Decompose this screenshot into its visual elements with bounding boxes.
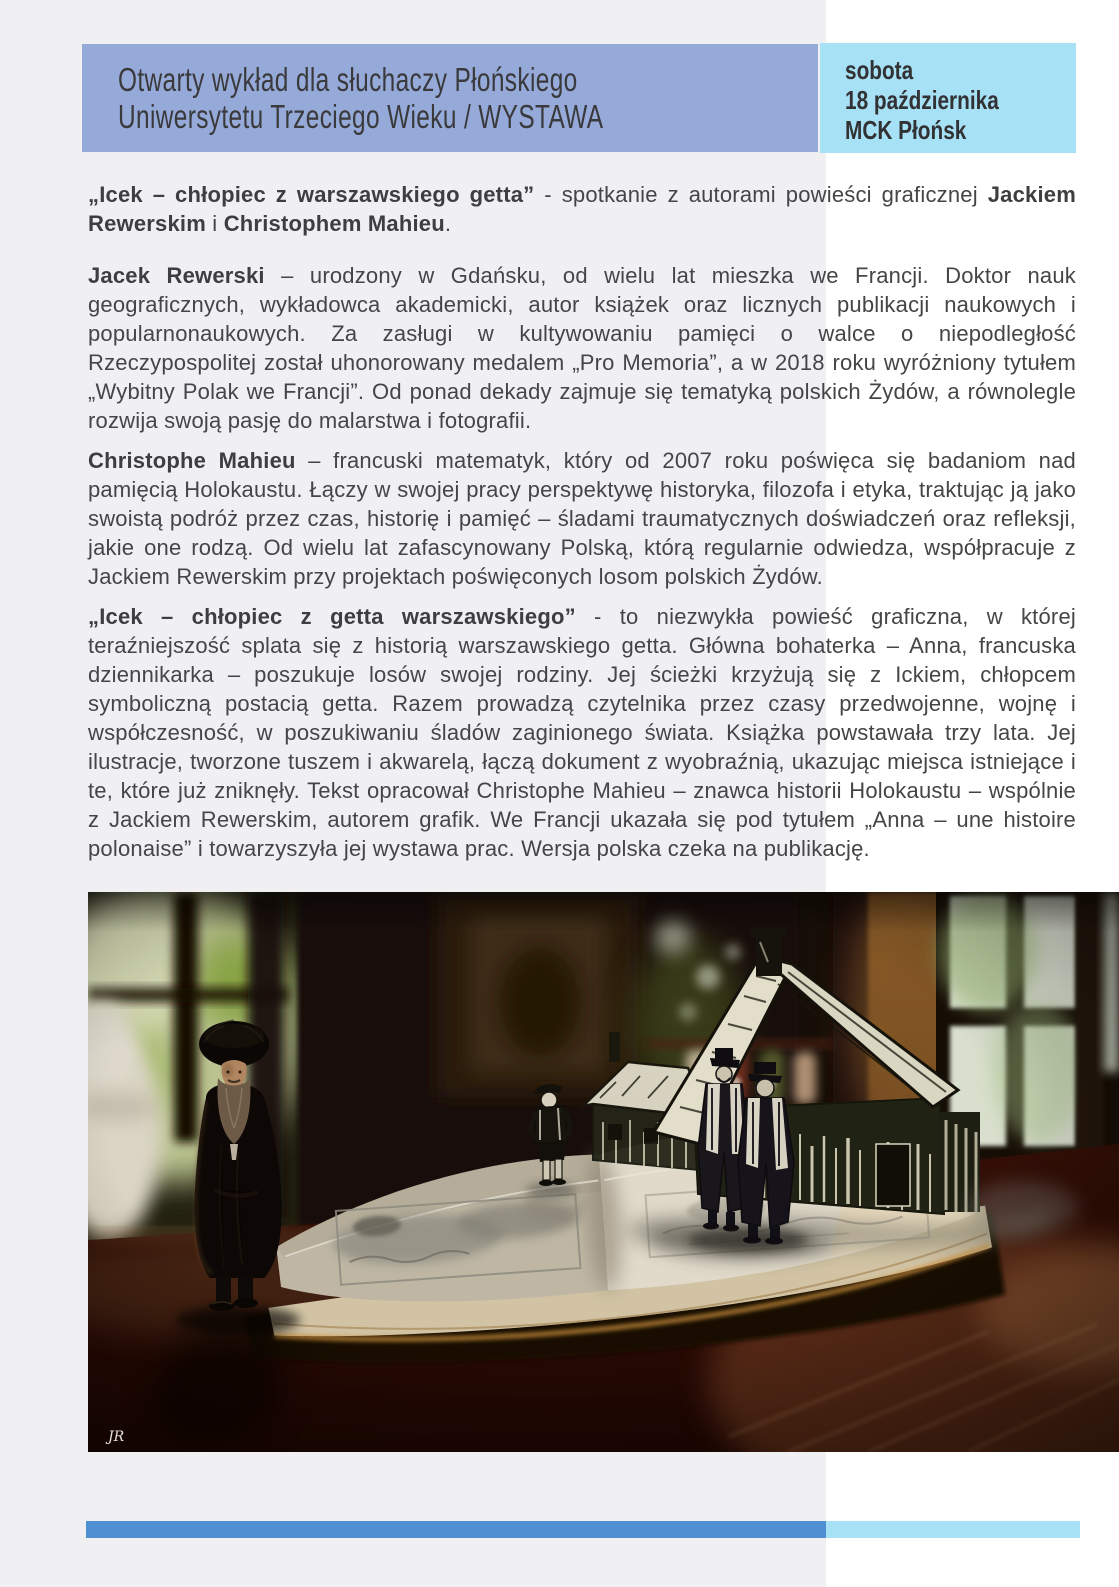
header-title-line2: Uniwersytetu Trzeciego Wieku / WYSTAWA [118,98,604,135]
body-text-column [88,180,1076,874]
event-date: 18 października [845,85,999,115]
paragraph-icek-book: „Icek – chłopiec z getta warszawskiego” - to niezwykła powieść graficzna, w której teraźniejszość splata się z historią warszawskiego getta. Główna bohaterka – Anna, francuska dziennikarka – poszukuje losów swojej rodziny. Jej ścieżki krzyżują się z Ickiem, chłopcem symboliczną postacią getta. Razem prowadzą czytelnika przez czasy przedwojenne, wojnę i współczesność, w poszukiwaniu śladów zaginionego świata. Książka powstawała trzy lata. Jej ilustracje, tworzone tuszem i akwarelą, łączą dokument z wyobraźnią, ukazując miejsca istniejące i te, które już zniknęły. Tekst opracował Christophe Mahieu – znawca historii Holokaustu – wspólnie z Jackiem Rewerskim, autorem grafik. We Francji ukazała się pod tytułem „Anna – une histoire polonaise” i towarzyszyła jej wystawa prac. Wersja polska czeka na publikację. [88,604,1076,861]
event-day: sobota [845,55,914,85]
footer-bar-lightblue [826,1521,1080,1538]
event-info-box [820,43,1076,153]
paragraph-christophe-mahieu: Christophe Mahieu – francuski matematyk, który od 2007 roku poświęca się badaniom nad pamięcią Holokaustu. Łączy w swojej pracy perspektywę historyka, filozofa i etyka, traktując ją jako swoistą podróż przez czas, historię i pamięć – śladami traumatycznych doświadczeń oraz refleksji, jakie one rodzą. Od wielu lat zafascynowany Polską, którą regularnie odwiedza, współpracuje z Jackiem Rewerskim przy projektach poświęconych losom polskich Żydów. [88,448,1076,589]
photo-signature: JR [108,1429,125,1445]
paragraph-intro: „Icek – chłopiec z warszawskiego getta” - spotkanie z autorami powieści graficznej Jackiem Rewerskim i Christophem Mahieu. [88,182,1076,236]
footer-bar-blue [86,1521,826,1538]
header-banner [82,44,818,152]
header-title [82,44,818,135]
event-venue: MCK Płońsk [845,115,967,145]
header-title-line1: Otwarty wykład dla słuchaczy Płońskiego [118,61,578,98]
photo-composite-book-scene [88,892,1119,1452]
event-info [820,43,1076,145]
paragraph-jacek-rewerski: Jacek Rewerski – urodzony w Gdańsku, od wielu lat mieszka we Francji. Doktor nauk geograficznych, wykładowca akademicki, autor książek oraz licznych publikacji naukowych i popularnonaukowych. Za zasługi w kultywowaniu pamięci o walce o niepodległość Rzeczypospolitej został uhonorowany medalem „Pro Memoria”, a w 2018 roku wyróżniony tytułem „Wybitny Polak we Francji”. Od ponad dekady zajmuje się tematyką polskich Żydów, a równolegle rozwija swoją pasję do malarstwa i fotografii. [88,263,1076,433]
